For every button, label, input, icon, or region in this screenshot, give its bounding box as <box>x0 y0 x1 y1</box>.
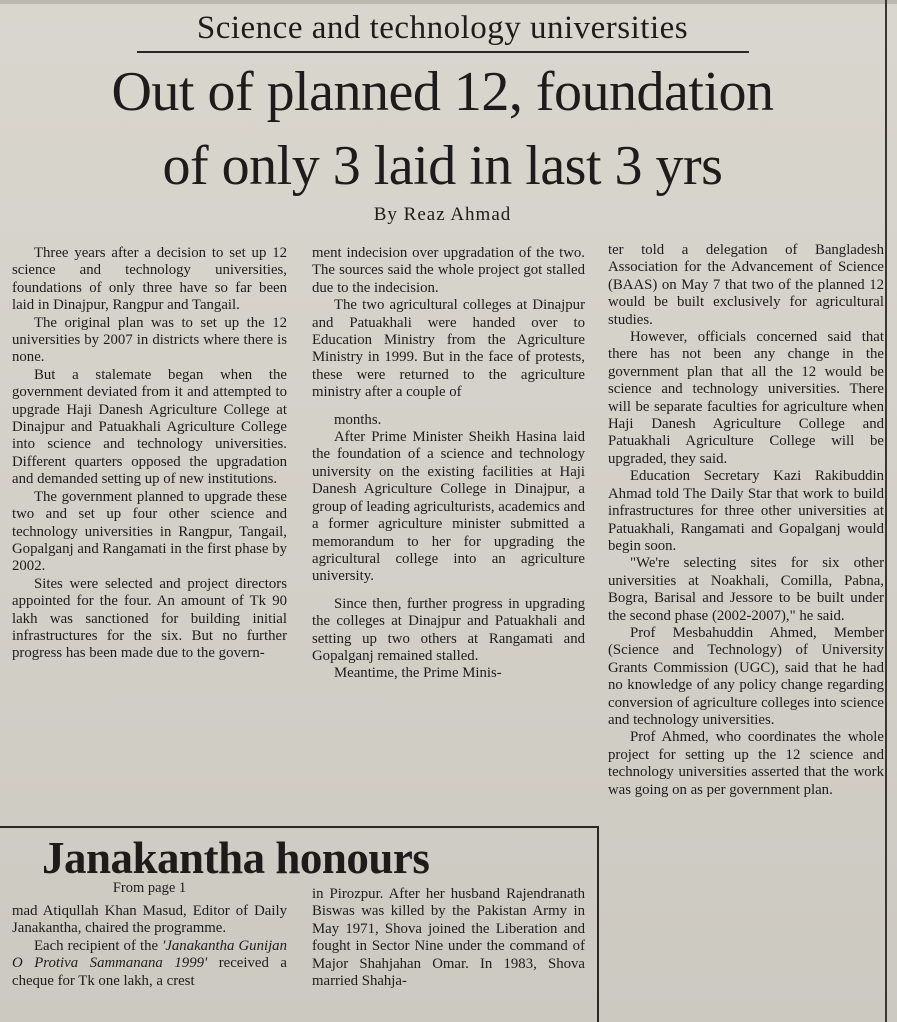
paragraph: Prof Ahmed, who coordinates the whole project for setting up the 12 science and technology universities asserted that the work was going on as per government plan. <box>608 729 884 798</box>
paragraph: ter told a delegation of Bangladesh Association for the Advancement of Science (BAAS) on May 7 that two of the planned 12 would be built exclusively for agricultural studies. <box>608 242 884 328</box>
paragraph: Meantime, the Prime Minis- <box>334 665 502 682</box>
paragraph <box>12 938 287 990</box>
article-column-3 <box>608 242 884 799</box>
second-story-headline: Janakantha honours <box>42 833 430 883</box>
paragraph: Sites were selected and project directors appointed for the four. An amount of Tk 90 lakh was sanctioned for building initial infrastructures for the six. But no further progress has been made due to the govern- <box>12 575 287 662</box>
paragraph: The government planned to upgrade these two and set up four other science and technology universities in Rangpur, Tangail, Gopalganj and Rangamati in the first phase by 2002. <box>12 488 287 575</box>
headline-line-2: of only 3 laid in last 3 yrs <box>162 135 723 197</box>
article-column-1 <box>12 245 287 663</box>
paragraph: The original plan was to set up the 12 universities by 2007 in districts where there is none. <box>12 314 287 366</box>
paragraph: The two agricultural colleges at Dinajpur and Patuakhali were handed over to Education Ministry from the Agriculture Ministry in 1999. But in the face of protests, these were returned to the agriculture ministry after a couple of <box>312 297 585 401</box>
text-run: Each recipient of the <box>34 937 163 954</box>
section-kicker: Science and technology universities <box>196 10 689 46</box>
article-column-2 <box>312 245 585 683</box>
kicker-rule <box>137 51 749 53</box>
paragraph: ment indecision over upgradation of the two. The sources said the whole project got stalled due to the indecision. <box>312 245 585 296</box>
second-story-side-rule <box>597 826 599 1022</box>
paragraph: Education Secretary Kazi Rakibuddin Ahmad told The Daily Star that work to build infrastructures for three other universities at Patuakhali, Rangamati and Gopalganj would begin soon. <box>608 468 884 554</box>
paragraph: Prof Mesbahuddin Ahmed, Member (Science and Technology) of University Grants Commission (UGC), said that he had no knowledge of any policy change regarding conversion of agriculture colleges into science and technology universities. <box>608 624 884 728</box>
paragraph: in Pirozpur. After her husband Rajendranath Biswas was killed by the Pakistan Army in May 1971, Shova joined the Liberation and fought in Sector Nine under the command of Major Shahjahan Omar. In 1983, Shova married Shahja- <box>312 886 585 990</box>
text-run: received a cheque for Tk one lakh, a crest <box>12 955 287 989</box>
paragraph: Three years after a decision to set up 12 science and technology universities, foundations of only three have so far been laid in Dinajpur, Rangpur and Tangail. <box>12 245 287 314</box>
second-story-top-rule <box>0 826 598 828</box>
page-top-edge <box>0 0 897 4</box>
continuation-label: From page 1 <box>112 880 187 896</box>
second-story-column-2 <box>312 886 585 990</box>
second-story-column-1 <box>12 903 287 990</box>
headline <box>0 55 885 203</box>
headline-line-1: Out of planned 12, foundation <box>111 61 774 123</box>
paragraph: "We're selecting sites for six other universities at Noakhali, Comilla, Pabna, Bogra, Barisal and Jessore to be built under the second phase (2002-2007)," he said. <box>608 555 884 624</box>
byline: By Reaz Ahmad <box>373 204 512 225</box>
paragraph: But a stalemate began when the government deviated from it and attempted to upgrade Haji Danesh Agriculture College at Dinajpur and Patuakhali Agriculture College into science and technology universities. Different quarters opposed the upgradation and demanded setting up of new institutions. <box>12 366 287 488</box>
paragraph: months. <box>334 411 382 428</box>
paragraph: However, officials concerned said that there has not been any change in the government plan that all the 12 would be science and technology universities. There will be separate faculties for agriculture when Haji Danesh Agriculture College and Patuakhali Agriculture College will be upgraded, they said. <box>608 329 884 467</box>
paragraph: After Prime Minister Sheikh Hasina laid the foundation of a science and technology university on the existing facilities at Haji Danesh Agriculture College in Dinajpur, a group of leading agriculturists, academics and a former agriculture minister submitted a memorandum to her for upgrading the agricultural college into an agriculture university. <box>312 429 585 585</box>
paragraph: Since then, further progress in upgrading the colleges at Dinajpur and Patuakhali and setting up two others at Rangamati and Gopalganj remained stalled. <box>312 595 585 664</box>
award-title: 'Janakantha Gunijan O Protiva Sammanana 1999' <box>12 937 287 972</box>
page-right-rule <box>885 0 887 1022</box>
paragraph: mad Atiqullah Khan Masud, Editor of Daily Janakantha, chaired the programme. <box>12 903 287 937</box>
